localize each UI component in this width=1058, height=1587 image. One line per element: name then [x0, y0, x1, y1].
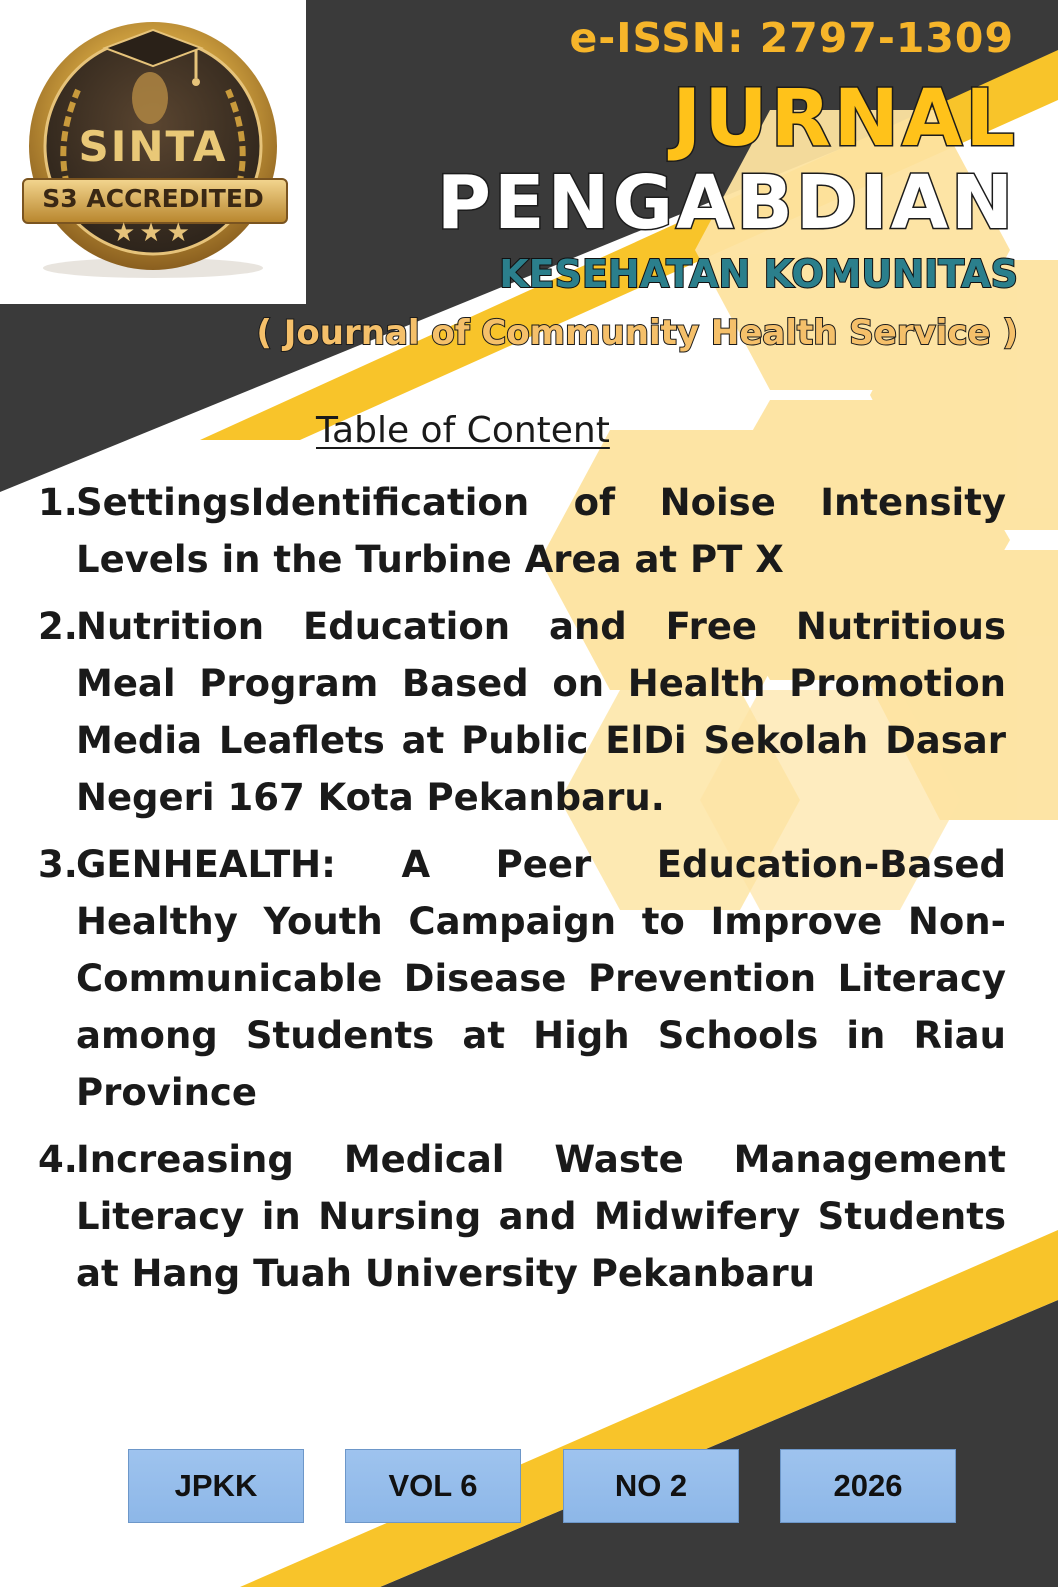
toc-list [38, 474, 1006, 1312]
journal-title-line-3: KESEHATAN KOMUNITAS [499, 252, 1018, 296]
journal-title-line-1: JURNAL [672, 74, 1018, 164]
toc-item[interactable] [38, 836, 1006, 1121]
volume-button[interactable]: VOL 6 [345, 1449, 521, 1523]
toc-item-title: Increasing Medical Waste Management Literacy in Nursing and Midwifery Students at Hang Tuah University Pekanbaru [76, 1138, 1006, 1295]
journal-title-line-2: PENGABDIAN [436, 160, 1016, 246]
year-button[interactable]: 2026 [780, 1449, 956, 1523]
sinta-brand: SINTA [78, 122, 228, 171]
sinta-badge [0, 0, 306, 304]
toc-item[interactable] [38, 598, 1006, 826]
sinta-ribbon-label: S3 ACCREDITED [42, 184, 264, 213]
footer-bar [128, 1449, 958, 1525]
sinta-stars: ★★★ [112, 218, 194, 248]
toc-item-title: Nutrition Education and Free Nutritious Meal Program Based on Health Promotion Media Leaflets at Public ElDi Sekolah Dasar Negeri 167 Kota Pekanbaru. [76, 605, 1006, 819]
toc-item-title: SettingsIdentification of Noise Intensity Levels in the Turbine Area at PT X [76, 481, 1006, 581]
toc-item-number: 4. [38, 1138, 78, 1181]
journal-abbrev-button[interactable]: JPKK [128, 1449, 304, 1523]
toc-item-number: 2. [38, 605, 78, 648]
issn-label: e-ISSN: 2797-1309 [569, 14, 1014, 62]
toc-item-number: 3. [38, 843, 78, 886]
toc-item[interactable] [38, 1131, 1006, 1302]
toc-item[interactable] [38, 474, 1006, 588]
journal-subtitle: ( Journal of Community Health Service ) [256, 313, 1018, 353]
toc-heading: Table of Content [316, 410, 610, 451]
toc-item-number: 1. [38, 481, 78, 524]
issue-number-button[interactable]: NO 2 [563, 1449, 739, 1523]
toc-item-title: GENHEALTH: A Peer Education-Based Healthy Youth Campaign to Improve Non-Communicable Disease Prevention Literacy among Students at High Schools in Riau Province [76, 843, 1006, 1114]
